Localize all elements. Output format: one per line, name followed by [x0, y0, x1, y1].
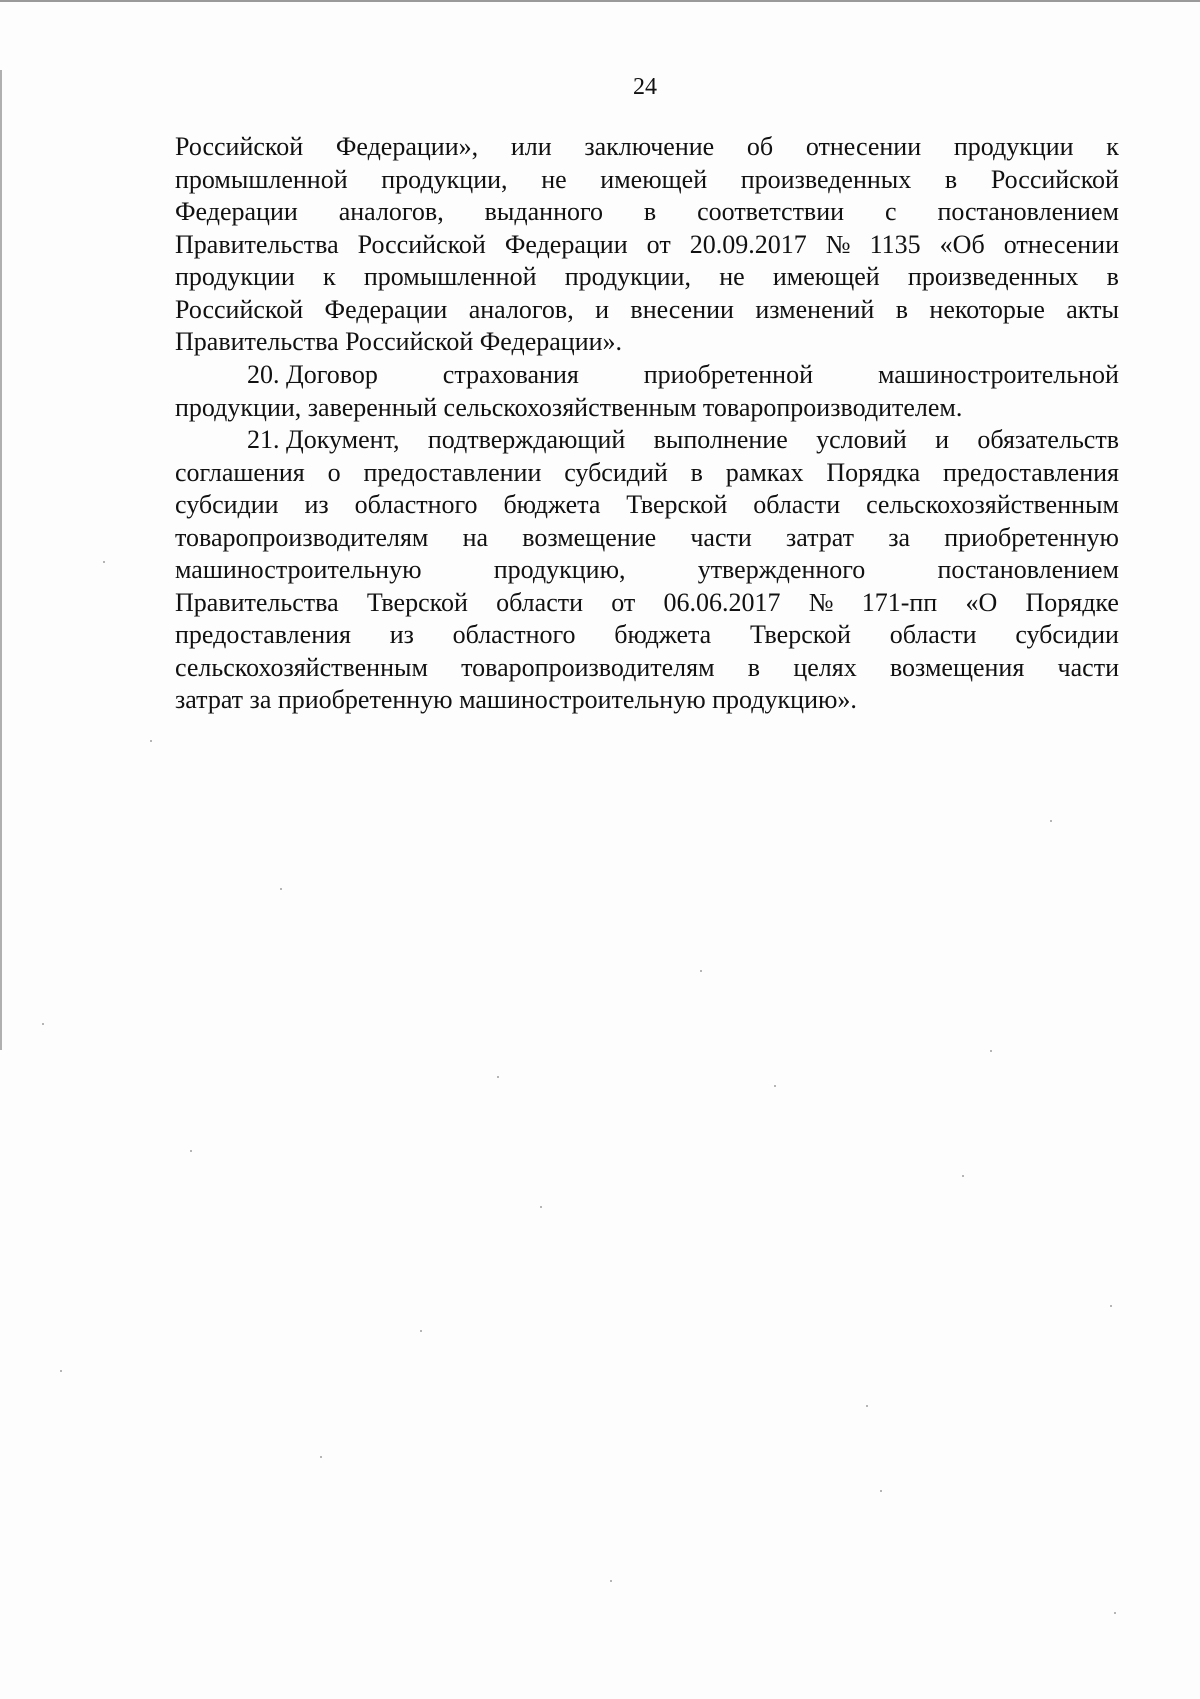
continuation-word: произведенных — [740, 164, 912, 194]
continuation-word: выданного — [484, 197, 603, 226]
item-21-word: в — [690, 457, 703, 487]
item-21-word: 06.06.2017 — [663, 587, 781, 617]
item-21-word: части — [1057, 652, 1119, 682]
continuation-word: имеющей — [600, 164, 708, 194]
item-21-line — [175, 652, 1119, 685]
item-21-word: Тверской — [749, 620, 851, 649]
continuation-word: промышленной — [363, 262, 537, 291]
scan-speck — [880, 1490, 882, 1492]
item-21-word: соглашения — [175, 457, 305, 487]
paragraph-item-20 — [175, 359, 1119, 424]
scan-speck — [962, 1175, 964, 1177]
item-21-word: целях — [793, 652, 857, 682]
item-20-word: 20. Договор — [247, 360, 378, 389]
continuation-word: аналогов, — [338, 197, 444, 226]
scan-speck — [320, 1456, 322, 1458]
item-21-word: сельскохозяйственным — [866, 490, 1119, 519]
continuation-word: аналогов, — [468, 294, 574, 324]
item-21-word: и — [935, 425, 950, 454]
item-21-word: «О — [965, 587, 998, 617]
scan-speck — [60, 1370, 62, 1372]
item-21-word: Порядка — [826, 457, 921, 487]
continuation-word: отнесении — [805, 132, 922, 161]
scan-speck — [103, 561, 105, 563]
item-20-first-line — [175, 359, 1119, 392]
continuation-line — [175, 294, 1119, 327]
continuation-word: Российской — [175, 132, 304, 161]
item-21-line — [175, 554, 1119, 587]
scan-speck — [420, 1330, 422, 1332]
item-21-word: приобретенную — [944, 522, 1119, 552]
scan-speck — [540, 1206, 542, 1208]
scan-speck — [866, 1405, 868, 1407]
item-21-word: Тверской — [626, 490, 728, 519]
scan-speck — [190, 1150, 192, 1152]
page-number: 24 — [633, 74, 657, 100]
continuation-word: не — [541, 164, 567, 194]
continuation-word: Правительства — [175, 229, 339, 259]
continuation-word: № — [825, 229, 851, 259]
item-21-word: товаропроизводителям — [175, 522, 429, 552]
continuation-word: промышленной — [175, 164, 348, 194]
continuation-line — [175, 164, 1119, 197]
item-21-word: из — [389, 620, 414, 649]
item-21-word: Правительства — [175, 587, 339, 617]
item-21-word: выполнение — [653, 425, 788, 454]
item-21-word: Тверской — [366, 587, 468, 617]
item-21-word: 171-пп — [861, 587, 938, 617]
item-21-word: областного — [354, 490, 478, 519]
item-21-word: товаропроизводителям — [461, 652, 715, 682]
continuation-word: произведенных — [907, 262, 1079, 291]
continuation-word: постановлением — [937, 197, 1119, 226]
continuation-word: и — [595, 294, 610, 324]
item-21-word: сельскохозяйственным — [175, 652, 428, 682]
continuation-line — [175, 196, 1119, 229]
item-20-word: приобретенной — [643, 360, 814, 389]
item-21-word: машиностроительную — [175, 555, 422, 584]
item-21-line — [175, 587, 1119, 620]
continuation-word: не — [719, 262, 745, 291]
continuation-line — [175, 229, 1119, 262]
continuation-word: Федерации — [324, 294, 448, 324]
continuation-word: в — [944, 164, 958, 194]
continuation-word: в — [643, 197, 657, 226]
continuation-word: в — [1106, 262, 1119, 291]
scan-speck — [774, 1085, 776, 1087]
item-21-word: субсидий — [564, 457, 668, 487]
continuation-word: продукции — [175, 262, 295, 291]
continuation-word: или — [510, 132, 552, 161]
item-21-word: части — [690, 522, 752, 552]
continuation-word: имеющей — [772, 262, 880, 291]
paragraph-continuation — [175, 131, 1119, 359]
item-21-word: № — [808, 587, 834, 617]
item-21-word: субсидии — [1015, 620, 1119, 649]
continuation-word: Российской — [175, 294, 304, 324]
continuation-word: продукции, — [381, 164, 508, 194]
scan-speck — [497, 1076, 499, 1078]
scan-speck — [42, 1023, 44, 1025]
continuation-word: отнесении — [1003, 229, 1119, 259]
item-21-word: предоставлении — [363, 457, 542, 487]
continuation-line — [175, 131, 1119, 164]
continuation-word: от — [646, 229, 671, 259]
continuation-word: 20.09.2017 — [689, 229, 807, 259]
item-21-word: областного — [452, 620, 576, 649]
item-21-word: утвержденного — [697, 555, 866, 584]
paragraph-last-line: Правительства Российской Федерации». — [175, 327, 623, 356]
item-21-word: продукцию, — [493, 555, 626, 584]
item-21-word: в — [747, 652, 761, 682]
continuation-word: продукции, — [564, 262, 691, 291]
continuation-word: к — [323, 262, 336, 291]
item-21-word: области — [496, 587, 584, 617]
continuation-word: Федерации», — [335, 132, 479, 161]
continuation-word: продукции — [953, 132, 1074, 161]
continuation-word: 1135 — [869, 229, 921, 259]
continuation-word: Федерации — [504, 229, 628, 259]
scan-speck — [1050, 820, 1052, 822]
item-21-word: возмещение — [522, 522, 657, 552]
continuation-word: «Об — [939, 229, 985, 259]
continuation-word: в — [895, 294, 909, 324]
continuation-word: заключение — [584, 132, 715, 161]
item-21-line — [175, 457, 1119, 490]
item-21-word: предоставления — [943, 457, 1119, 487]
continuation-word: Российской — [357, 229, 486, 259]
item-21-word: на — [462, 522, 489, 552]
item-21-word: области — [889, 620, 977, 649]
item-21-last-line: затрат за приобретенную машиностроительную продукцию». — [175, 685, 857, 714]
item-21-word: постановлением — [937, 555, 1119, 584]
item-21-line — [175, 489, 1119, 522]
continuation-word: соответствии — [697, 197, 845, 226]
item-21-word: возмещения — [889, 652, 1025, 682]
scan-speck — [150, 740, 152, 742]
scan-speck — [610, 1580, 612, 1582]
continuation-word: акты — [1066, 294, 1119, 324]
item-21-word: бюджета — [614, 620, 712, 649]
scan-top-edge — [0, 0, 1200, 2]
item-21-word: условий — [816, 425, 907, 454]
continuation-word: внесении — [630, 294, 734, 324]
scan-left-edge — [0, 70, 2, 1050]
scan-speck — [990, 1050, 992, 1052]
item-21-word: области — [753, 490, 841, 519]
item-20-word: машиностроительной — [877, 360, 1119, 389]
item-21-word: затрат — [785, 522, 855, 552]
continuation-word: изменений — [755, 294, 875, 324]
scan-speck — [1110, 1305, 1112, 1307]
item-21-first-line — [175, 424, 1119, 457]
item-20-last-line: продукции, заверенный сельскохозяйственным товаропроизводителем. — [175, 392, 963, 422]
item-21-word: за — [888, 522, 911, 552]
item-21-word: рамках — [725, 457, 804, 487]
item-21-word: предоставления — [175, 620, 351, 649]
item-21-word: обязательств — [977, 425, 1119, 454]
continuation-word: с — [884, 197, 897, 226]
item-21-word: субсидии — [175, 490, 279, 519]
item-21-word: от — [611, 587, 636, 617]
item-21-word: 21. Документ, — [247, 425, 400, 454]
scan-speck — [700, 970, 702, 972]
continuation-word: об — [746, 132, 774, 161]
item-21-word: бюджета — [503, 490, 601, 519]
continuation-line — [175, 261, 1119, 294]
continuation-word: Федерации — [175, 197, 298, 226]
item-21-line — [175, 522, 1119, 555]
item-20-word: страхования — [442, 360, 579, 389]
item-21-line — [175, 619, 1119, 652]
item-21-word: о — [327, 457, 341, 487]
scan-speck — [280, 888, 282, 890]
scan-speck — [1114, 1612, 1116, 1614]
continuation-word: к — [1106, 132, 1119, 161]
paragraph-item-21 — [175, 424, 1119, 717]
item-21-word: Порядке — [1025, 587, 1119, 617]
continuation-word: некоторые — [929, 294, 1045, 324]
continuation-word: Российской — [990, 164, 1119, 194]
item-21-word: из — [304, 490, 329, 519]
item-21-word: подтверждающий — [427, 425, 626, 454]
